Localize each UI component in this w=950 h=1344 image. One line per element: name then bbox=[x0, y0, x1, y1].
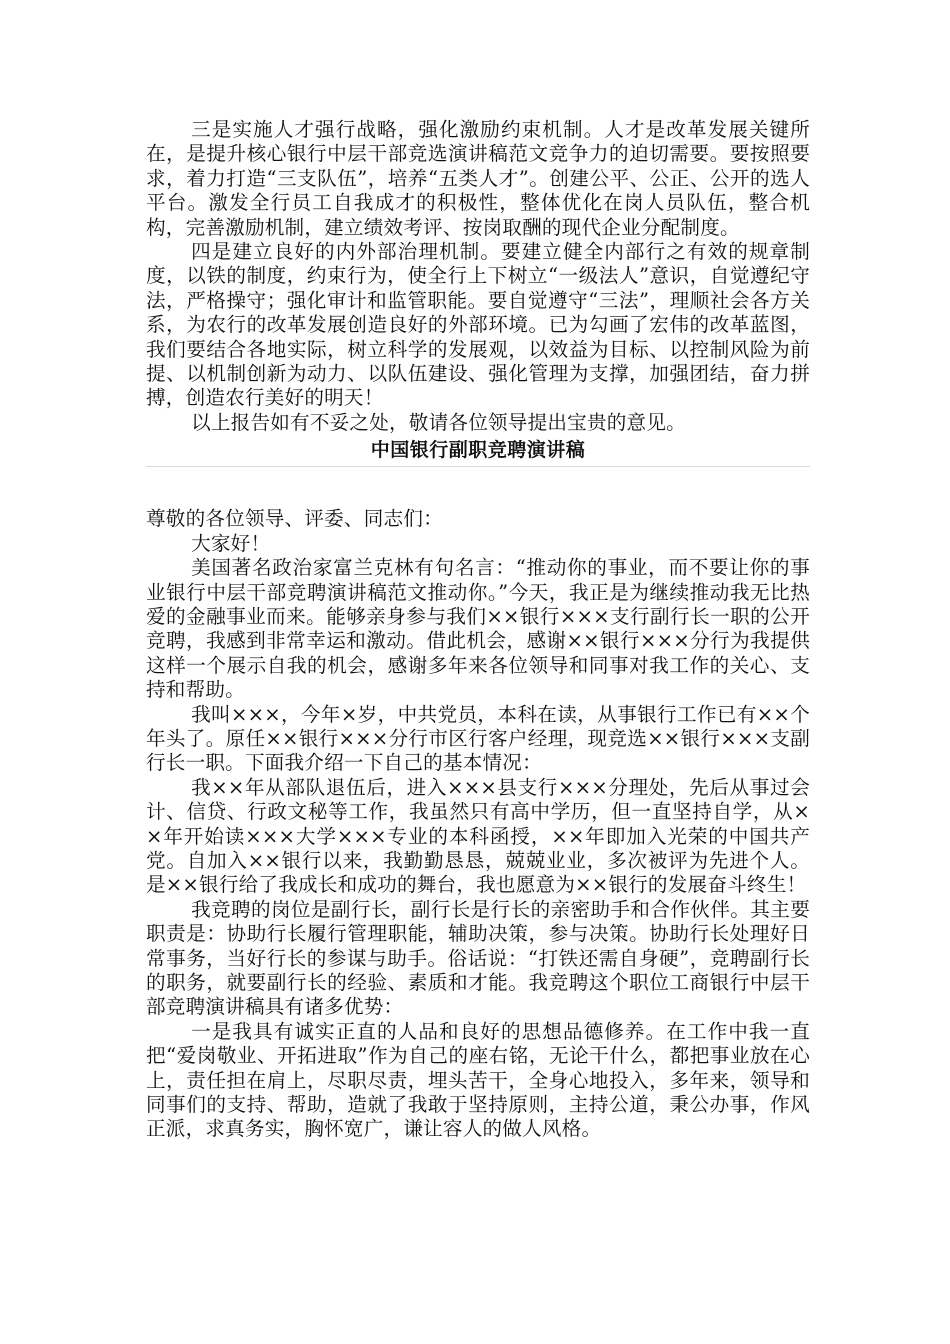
section-gap bbox=[146, 467, 810, 507]
paragraph-franklin-quote: 美国著名政治家富兰克林有句名言：“推动你的事业，而不要让你的事业银行中层干部竞聘演讲稿范文推动你。”今天，我正是为继续推动我无比热爱的金融事业而来。能够亲身参与我们××银行×××支行副行长一职的公开竞聘，我感到非常幸运和激动。借此机会，感谢××银行×××分行为我提供这样一个展示自我的机会，感谢多年来各位领导和同事对我工作的关心、支持和帮助。 bbox=[146, 556, 810, 702]
paragraph-talent-strategy: 三是实施人才强行战略，强化激励约束机制。人才是改革发展关键所在，是提升核心银行中层干部竞选演讲稿范文竞争力的迫切需要。要按照要求，着力打造“三支队伍”，培养“五类人才”。创建公平、公正、公开的选人平台。激发全行员工自我成才的积极性，整体优化在岗人员队伍，整合机构，完善激励机制，建立绩效考评、按岗取酬的现代企业分配制度。 bbox=[146, 118, 810, 239]
paragraph-position-duties: 我竞聘的岗位是副行长，副行长是行长的亲密助手和合作伙伴。其主要职责是：协助行长履行管理职能，辅助决策，参与决策。协助行长处理好日常事务，当好行长的参谋与助手。俗话说：“打铁还需自身硬”，竞聘副行长的职务，就要副行长的经验、素质和才能。我竞聘这个职位工商银行中层干部竞聘演讲稿具有诸多优势： bbox=[146, 897, 810, 1019]
paragraph-advantage-one: 一是我具有诚实正直的人品和良好的思想品德修养。在工作中我一直把“爱岗敬业、开拓进取”作为自己的座右铭，无论干什么，都把事业放在心上，责任担在肩上，尽职尽责，埋头苦干，全身心地投入，多年来，领导和同事们的支持、帮助，造就了我敢于坚持原则，主持公道，秉公办事，作风正派，求真务实，胸怀宽广，谦让容人的做人风格。 bbox=[146, 1019, 810, 1141]
paragraph-report-closing: 以上报告如有不妥之处，敬请各位领导提出宝贵的意见。 bbox=[191, 410, 686, 434]
paragraph-greeting: 大家好！ bbox=[191, 531, 271, 555]
paragraph-self-introduction: 我叫×××，今年×岁，中共党员，本科在读，从事银行工作已有××个年头了。原任××银行×××分行市区行客户经理，现竞选××银行×××支副行长一职。下面我介绍一下自己的基本情况： bbox=[146, 702, 810, 775]
speech-title: 中国银行副职竞聘演讲稿 bbox=[370, 439, 586, 462]
paragraph-career-history: 我××年从部队退伍后，进入×××县支行×××分理处，先后从事过会计、信贷、行政文秘等工作，我虽然只有高中学历，但一直坚持自学，从××年开始读×××大学×××专业的本科函授，××年即加入光荣的中国共产党。自加入××银行以来，我勤勤恳恳，兢兢业业，多次被评为先进个人。是××银行给了我成长和成功的舞台，我也愿意为××银行的发展奋斗终生！ bbox=[146, 775, 810, 897]
paragraph-governance: 四是建立良好的内外部治理机制。要建立健全内部行之有效的规章制度，以铁的制度，约束行为，使全行上下树立“一级法人”意识，自觉遵纪守法，严格操守；强化审计和监管职能。要自觉遵守“三法”，理顺社会各方关系，为农行的改革发展创造良好的外部环境。已为勾画了宏伟的改革蓝图，我们要结合各地实际，树立科学的发展观，以效益为目标、以控制风险为前提、以机制创新为动力、以队伍建设、强化管理为支撑，加强团结，奋力拼搏，创造农行美好的明天！ bbox=[146, 240, 810, 410]
document-page bbox=[146, 118, 810, 1142]
salutation: 尊敬的各位领导、评委、同志们： bbox=[146, 507, 443, 531]
